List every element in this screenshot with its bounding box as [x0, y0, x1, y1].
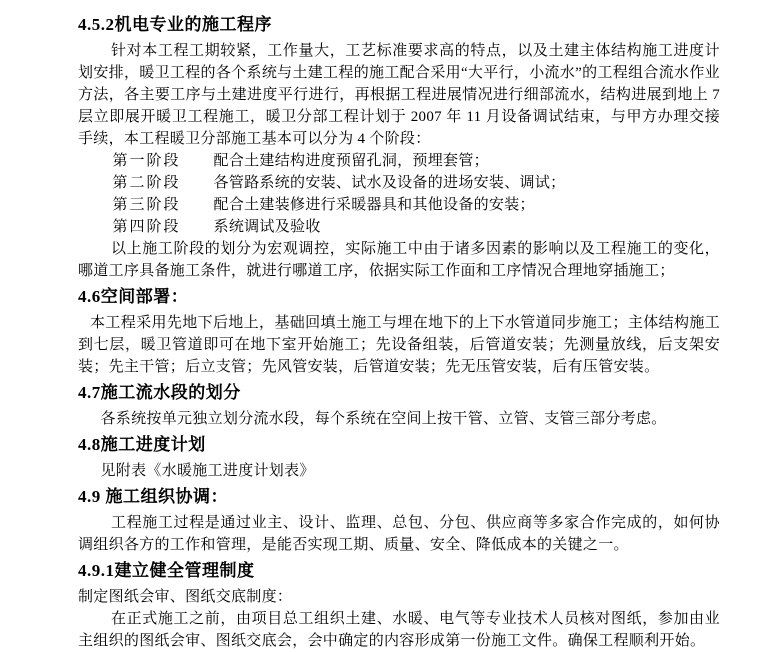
- paragraph-stage-division-note: 以上施工阶段的划分为宏观调控，实际施工中由于诸多因素的影响以及工程施工的变化，哪道工序具备施工条件，就进行哪道工序，依据实际工作面和工序情况合理地穿插施工；: [78, 241, 720, 279]
- stage-item-4: [113, 216, 721, 238]
- stage-3-text: 配合土建装修进行采暖器具和其他设备的安装；: [213, 197, 535, 213]
- paragraph-flow-section-division: 各系统按单元独立划分流水段，每个系统在空间上按干管、立管、支管三部分考虑。: [100, 411, 667, 427]
- stage-item-3: [113, 194, 721, 216]
- section-heading-4-8: 4.8施工进度计划: [78, 435, 206, 454]
- stage-3-label: 第三阶段: [112, 197, 181, 213]
- stage-2-text: 各管路系统的安装、试水及设备的进场安装、调试；: [213, 175, 566, 191]
- paragraph-construction-sequence-intro: 针对本工程工期较紧，工作量大，工艺标准要求高的特点，以及土建主体结构施工进度计划安排，暖卫工程的各个系统与土建工程的施工配合采用“大平行，小流水”的工程组合流水作业方法，各主要工序与土建进度平行进行，再根据工程进展情况进行细部流水，结构进展到地上 7 层立即展开暖卫工程施工，暖卫分部工程计划于 2007 年 11 月设备调试结束，与甲方办理交接手续，本工程暖卫分部施工基本可以分为 4 个阶段：: [78, 43, 720, 147]
- stage-1-label: 第一阶段: [112, 153, 181, 169]
- section-heading-4-5-2: 4.5.2机电专业的施工程序: [78, 15, 272, 34]
- paragraph-schedule-reference: 见附表《水暖施工进度计划表》: [100, 463, 315, 479]
- paragraph-organization-coordination: 工程施工过程是通过业主、设计、监理、总包、分包、供应商等多家合作完成的，如何协调组织各方的工作和管理，是能否实现工期、质量、安全、降低成本的关键之一。: [78, 515, 720, 553]
- section-heading-4-6: 4.6空间部署：: [78, 287, 189, 306]
- stage-2-label: 第二阶段: [112, 175, 181, 191]
- section-heading-4-9: 4.9 施工组织协调：: [78, 487, 228, 506]
- paragraph-spatial-deployment: 本工程采用先地下后地上，基础回填土施工与埋在地下的上下水管道同步施工；主体结构施工到七层，暖卫管道即可在地下室开始施工；先设备组装，后管道安装；先测量放线，后支架安装；先主干管；后立支管；先风管安装，后管道安装；先无压管安装，后有压管安装。: [78, 315, 720, 375]
- section-heading-4-9-1: 4.9.1建立健全管理制度: [78, 561, 255, 580]
- paragraph-drawing-review-rule: 制定图纸会审、图纸交底制度：: [78, 589, 293, 605]
- stage-4-text: 系统调试及验收: [213, 219, 321, 235]
- stage-item-2: [113, 172, 721, 194]
- paragraph-drawing-review-detail: 在正式施工之前，由项目总工组织土建、水暖、电气等专业技术人员核对图纸，参加由业主组织的图纸会审、图纸交底会，会中确定的内容形成第一份施工文件。确保工程顺利开始。: [78, 611, 720, 649]
- stage-item-1: [113, 150, 721, 172]
- stage-1-text: 配合土建结构进度预留孔洞，预埋套管；: [213, 153, 489, 169]
- stage-4-label: 第四阶段: [112, 219, 181, 235]
- section-heading-4-7: 4.7施工流水段的划分: [78, 383, 241, 402]
